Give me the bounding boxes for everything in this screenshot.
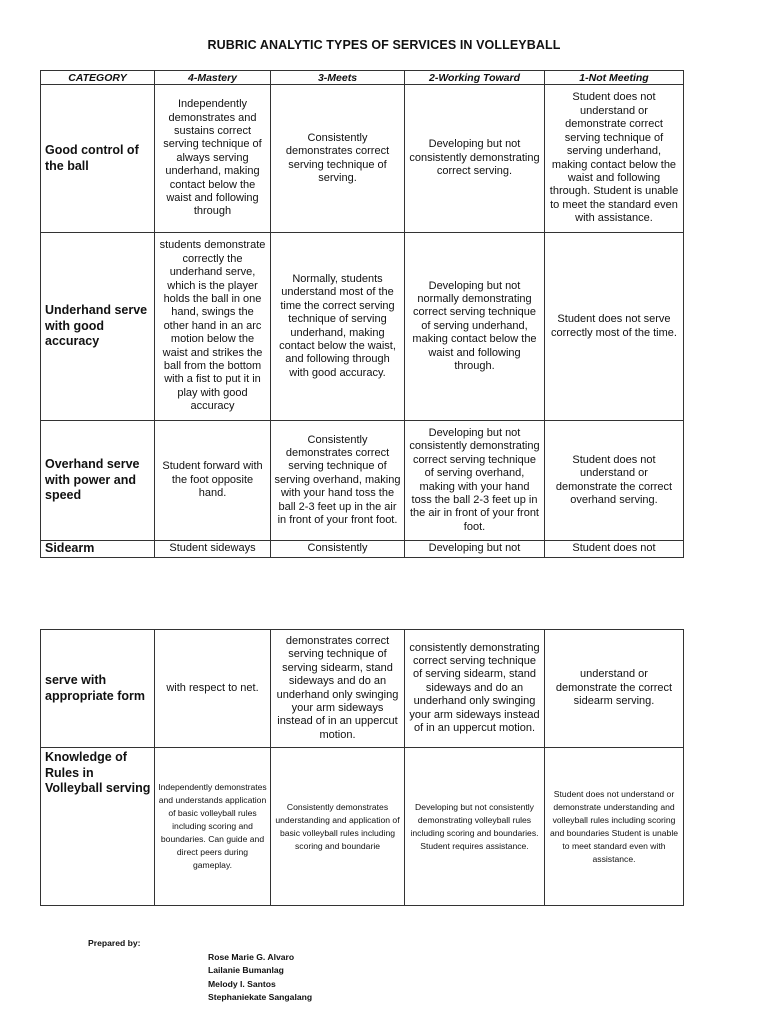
- meets-cell: Consistently demonstrates understanding and application of basic volleyball rules including scoring and boundarie: [271, 748, 405, 906]
- not-meeting-cell: Student does not understand or demonstrate the correct overhand serving.: [545, 421, 684, 541]
- not-meeting-cell: Student does not: [545, 541, 684, 558]
- header-mastery: 4-Mastery: [155, 71, 271, 85]
- meets-cell: demonstrates correct serving technique of serving sidearm, stand sideways and do an underhand only swinging your arm sideways instead of in an uppercut motion.: [271, 630, 405, 748]
- category-cell: Good control of the ball: [41, 85, 155, 233]
- table-row: [41, 85, 684, 233]
- header-row: [41, 71, 684, 85]
- table-row: [41, 748, 684, 906]
- mastery-cell: Student forward with the foot opposite hand.: [155, 421, 271, 541]
- preparer-name: Stephaniekate Sangalang: [208, 992, 313, 1003]
- category-cell: Underhand serve with good accuracy: [41, 233, 155, 421]
- working-toward-cell: Developing but not normally demonstrating correct serving technique of serving underhand, making contact below the waist and following through.: [405, 233, 545, 421]
- document-title: RUBRIC ANALYTIC TYPES OF SERVICES IN VOLLEYBALL: [207, 38, 561, 52]
- header-meets: 3-Meets: [271, 71, 405, 85]
- mastery-cell: students demonstrate correctly the underhand serve, which is the player holds the ball in one hand, swings the other hand in an arc motion below the waist and strikes the ball from the bottom with a fist to put it in play with good accuracy: [155, 233, 271, 421]
- category-cell: Overhand serve with power and speed: [41, 421, 155, 541]
- category-cell: Knowledge of Rules in Volleyball serving: [41, 748, 155, 906]
- mastery-cell: Independently demonstrates and sustains correct serving technique of always serving underhand, making contact below the waist and following through: [155, 85, 271, 233]
- header-category: CATEGORY: [41, 71, 155, 85]
- category-cell: Sidearm: [41, 541, 155, 558]
- header-not-meeting: 1-Not Meeting: [545, 71, 684, 85]
- mastery-cell: with respect to net.: [155, 630, 271, 748]
- table-row: [41, 421, 684, 541]
- working-toward-cell: consistently demonstrating correct serving technique of serving sidearm, stand sideways and do an underhand only swinging your arm sideways instead of in an uppercut motion.: [405, 630, 545, 748]
- rubric-table-part-1: [40, 70, 684, 558]
- header-working-toward: 2-Working Toward: [405, 71, 545, 85]
- rubric-table-part-2: [40, 629, 684, 906]
- mastery-cell: Independently demonstrates and understands application of basic volleyball rules including scoring and boundaries. Can guide and direct peers during gameplay.: [155, 748, 271, 906]
- not-meeting-cell: Student does not understand or demonstrate understanding and volleyball rules including scoring and boundaries Student is unable to meet standard even with assistance.: [545, 748, 684, 906]
- meets-cell: Consistently demonstrates correct serving technique of serving.: [271, 85, 405, 233]
- table-row: [41, 541, 684, 558]
- mastery-cell: Student sideways: [155, 541, 271, 558]
- working-toward-cell: Developing but not consistently demonstrating volleyball rules including scoring and boundaries. Student requires assistance.: [405, 748, 545, 906]
- preparers-list: [208, 951, 312, 1005]
- meets-cell: Consistently demonstrates correct serving technique of serving overhand, making with your hand toss the ball 2-3 feet up in the air in front of your front foot.: [271, 421, 405, 541]
- preparer-name: Lailanie Bumanlag: [208, 965, 284, 976]
- table-row: [41, 630, 684, 748]
- not-meeting-cell: understand or demonstrate the correct sidearm serving.: [545, 630, 684, 748]
- working-toward-cell: Developing but not consistently demonstrating correct serving.: [405, 85, 545, 233]
- working-toward-cell: Developing but not: [405, 541, 545, 558]
- meets-cell: Normally, students understand most of the time the correct serving technique of serving underhand, making contact below the waist, and following through with good accuracy.: [271, 233, 405, 421]
- table-row: [41, 233, 684, 421]
- preparer-name: Rose Marie G. Alvaro: [208, 952, 295, 962]
- not-meeting-cell: Student does not understand or demonstrate correct serving technique of serving underhand, making contact below the waist and following through. Student is unable to meet the standard even with assistance.: [545, 85, 684, 233]
- working-toward-cell: Developing but not consistently demonstrating correct serving technique of serving overhand, making with your hand toss the ball 2-3 feet up in the air in front of your front foot.: [405, 421, 545, 541]
- prepared-by-label: Prepared by:: [88, 938, 141, 948]
- preparer-name: Melody I. Santos: [208, 978, 276, 989]
- category-cell: serve with appropriate form: [41, 630, 155, 748]
- not-meeting-cell: Student does not serve correctly most of the time.: [545, 233, 684, 421]
- meets-cell: Consistently: [271, 541, 405, 558]
